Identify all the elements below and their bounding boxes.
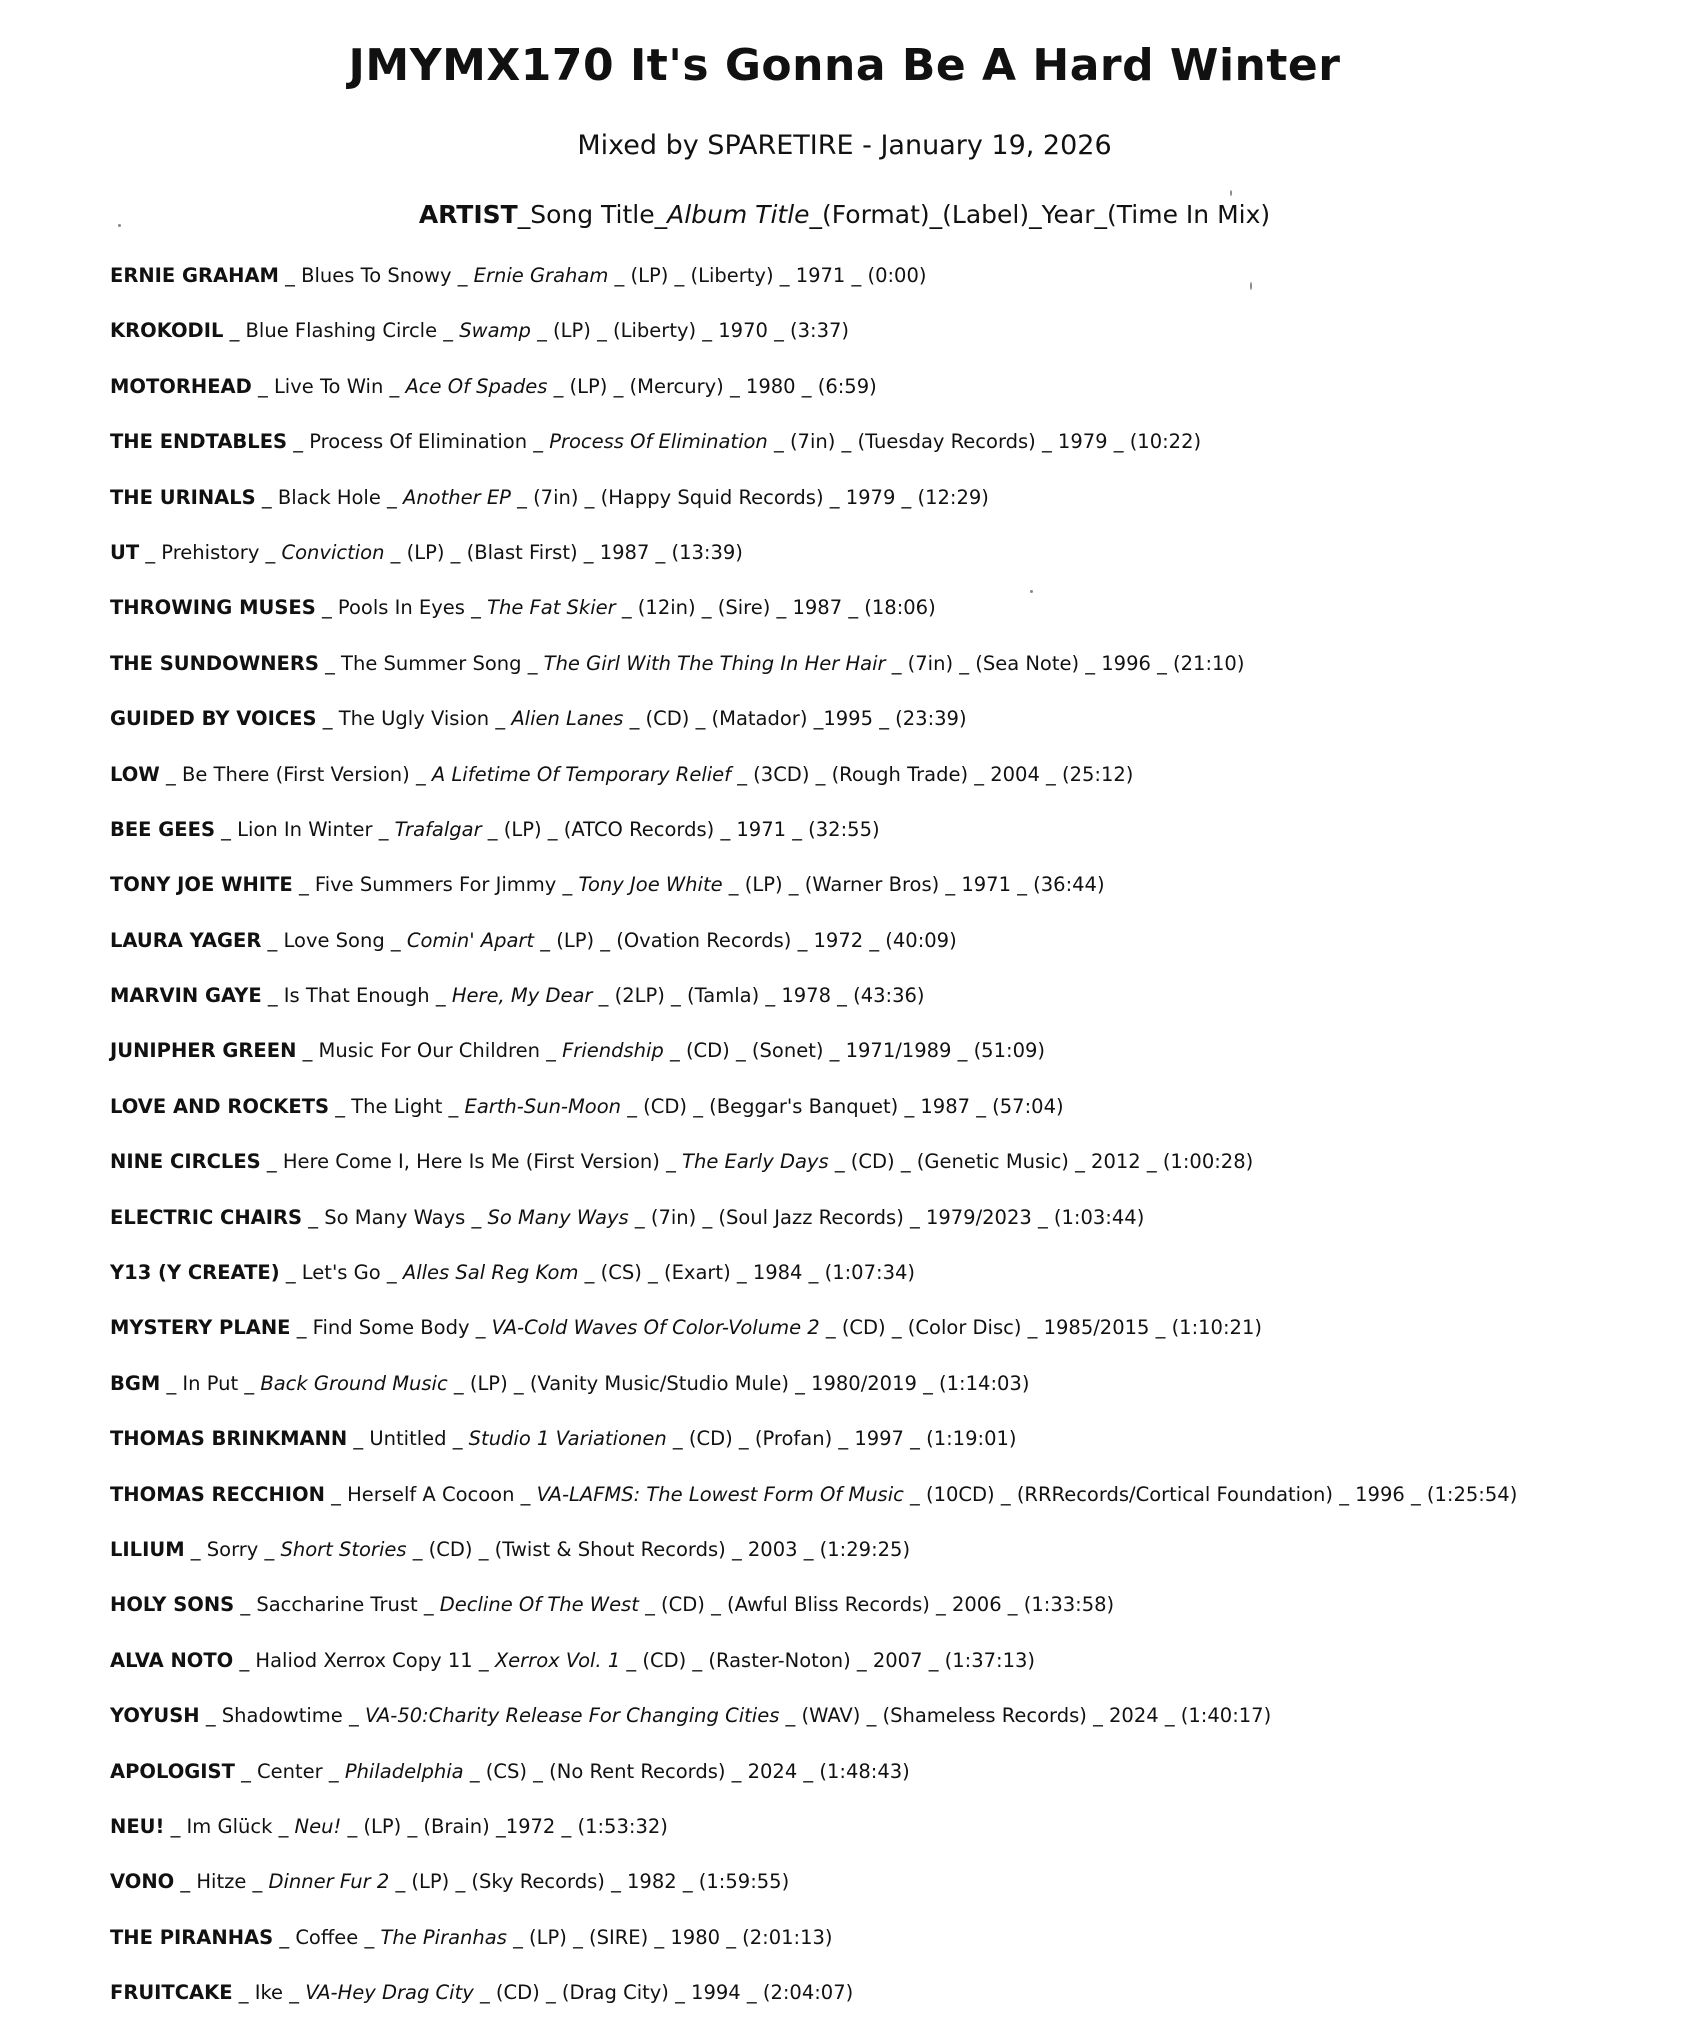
track-row: [110, 1475, 1649, 1530]
track-row: [110, 422, 1649, 477]
track-row: [110, 533, 1649, 588]
track-song: _ Hitze _: [174, 1870, 269, 1894]
track-album: Alien Lanes: [511, 707, 624, 731]
track-song: _ Love Song _: [261, 928, 407, 952]
track-album: Ernie Graham: [473, 264, 609, 287]
page-subtitle: Mixed by SPARETIRE - January 19, 2026: [577, 130, 1112, 161]
track-row: [110, 1253, 1649, 1308]
track-details: _ (CD) _ (Beggar's Banquet) _ 1987 _ (57:04): [621, 1094, 1064, 1118]
track-song: _ Lion In Winter _: [214, 817, 395, 841]
track-details: _ (10CD) _ (RRRecords/Cortical Foundation) _ 1996 _ (1:25:54): [903, 1482, 1518, 1506]
track-song: _ The Summer Song _: [318, 651, 544, 675]
track-details: _ (LP) _ (Liberty) _ 1970 _ (3:37): [530, 319, 850, 343]
track-row: [110, 256, 1649, 311]
track-row: [110, 367, 1649, 422]
track-artist: LILIUM: [110, 1537, 185, 1561]
track-row: [110, 1585, 1649, 1640]
track-artist: LAURA YAGER: [110, 928, 262, 952]
track-song: _ Center _: [234, 1759, 345, 1783]
track-album: Earth-Sun-Moon: [464, 1094, 622, 1118]
format-legend: [0, 200, 1689, 229]
track-row: [110, 1696, 1649, 1751]
track-row: [110, 755, 1649, 810]
track-artist: NINE CIRCLES: [110, 1150, 261, 1174]
track-song: _ Five Summers For Jimmy _: [292, 873, 579, 897]
track-song: _ Blue Flashing Circle _: [223, 319, 460, 343]
track-song: _ The Light _: [329, 1094, 465, 1118]
track-song: _ Music For Our Children _: [296, 1039, 563, 1063]
track-artist: KROKODIL: [110, 319, 224, 343]
track-row: [110, 976, 1649, 1031]
track-album: So Many Ways: [487, 1205, 629, 1229]
scan-speck: [1030, 590, 1033, 593]
track-album: Studio 1 Variationen: [468, 1427, 667, 1451]
track-row: [110, 865, 1649, 920]
track-row: [110, 1641, 1649, 1696]
track-song: _ Let's Go _: [279, 1261, 403, 1285]
legend-song: _Song Title_: [517, 200, 668, 229]
track-song: _ Ike _: [232, 1981, 306, 2005]
track-details: _ (CD) _ (Color Disc) _ 1985/2015 _ (1:10:21): [819, 1316, 1262, 1340]
track-row: [110, 1807, 1649, 1862]
track-artist: GUIDED BY VOICES: [110, 707, 317, 731]
track-artist: YOYUSH: [110, 1704, 200, 1728]
track-artist: FRUITCAKE: [110, 1981, 233, 2005]
track-artist: LOW: [110, 762, 160, 786]
track-artist: THROWING MUSES: [110, 596, 316, 620]
track-song: _ So Many Ways _: [302, 1205, 488, 1229]
track-row: [110, 588, 1649, 643]
legend-rest: _(Format)_(Label)_Year_(Time In Mix): [809, 200, 1271, 229]
track-artist: Y13 (Y CREATE): [110, 1261, 280, 1285]
track-details: _ (LP) _ (Mercury) _ 1980 _ (6:59): [547, 374, 877, 398]
track-album: Short Stories: [280, 1537, 407, 1561]
track-artist: NEU!: [110, 1814, 165, 1838]
track-details: _ (CD) _ (Raster-Noton) _ 2007 _ (1:37:13): [620, 1648, 1036, 1672]
track-details: _ (LP) _ (Ovation Records) _ 1972 _ (40:09): [534, 928, 957, 952]
track-song: _ Be There (First Version) _: [159, 762, 432, 786]
track-artist: THOMAS RECCHION: [110, 1482, 325, 1506]
track-artist: THE SUNDOWNERS: [110, 651, 319, 675]
track-artist: ALVA NOTO: [110, 1648, 234, 1672]
track-artist: MYSTERY PLANE: [110, 1316, 291, 1340]
track-row: [110, 644, 1649, 699]
track-album: Tony Joe White: [578, 873, 723, 897]
legend-artist: ARTIST: [418, 200, 518, 229]
track-artist: THE PIRANHAS: [110, 1925, 274, 1949]
track-details: _ (LP) _ (Blast First) _ 1987 _ (13:39): [384, 540, 743, 564]
track-album: A Lifetime Of Temporary Relief: [431, 762, 732, 786]
track-album: Friendship: [562, 1039, 664, 1063]
track-row: [110, 921, 1649, 976]
track-artist: THE URINALS: [110, 485, 256, 509]
track-song: _ Prehistory _: [139, 540, 282, 564]
track-song: _ Find Some Body _: [290, 1316, 492, 1340]
track-album: Process Of Elimination: [549, 430, 768, 454]
track-details: _ (LP) _ (ATCO Records) _ 1971 _ (32:55): [481, 817, 880, 841]
scan-speck: [1230, 190, 1232, 196]
track-artist: BGM: [110, 1371, 161, 1395]
track-album: Trafalgar: [394, 817, 482, 841]
track-details: _ (3CD) _ (Rough Trade) _ 2004 _ (25:12): [731, 762, 1134, 786]
track-row: [110, 1198, 1649, 1253]
track-artist: THOMAS BRINKMANN: [110, 1427, 348, 1451]
track-album: Alles Sal Reg Kom: [402, 1261, 579, 1285]
track-song: _ Sorry _: [184, 1537, 281, 1561]
tracklist: [110, 256, 1649, 2029]
track-details: _ (CS) _ (Exart) _ 1984 _ (1:07:34): [578, 1261, 915, 1285]
track-album: VA-LAFMS: The Lowest Form Of Music: [536, 1482, 904, 1506]
track-artist: HOLY SONS: [110, 1593, 235, 1617]
track-details: _ (CD) _ (Sonet) _ 1971/1989 _ (51:09): [663, 1039, 1045, 1063]
legend-album: Album Title: [667, 200, 810, 229]
track-album: Philadelphia: [344, 1759, 464, 1783]
track-album: Another EP: [402, 485, 511, 509]
track-album: Conviction: [281, 540, 385, 564]
track-row: [110, 478, 1649, 533]
track-song: _ Is That Enough _: [261, 984, 452, 1008]
track-details: _ (CD) _ (Genetic Music) _ 2012 _ (1:00:28): [828, 1150, 1254, 1174]
track-artist: TONY JOE WHITE: [110, 873, 293, 897]
track-details: _ (CS) _ (No Rent Records) _ 2024 _ (1:48:43): [463, 1759, 910, 1783]
track-album: Neu!: [294, 1814, 342, 1838]
track-details: _ (7in) _ (Happy Squid Records) _ 1979 _ (12:29): [510, 485, 989, 509]
track-details: _ (12in) _ (Sire) _ 1987 _ (18:06): [615, 596, 936, 620]
track-album: The Girl With The Thing In Her Hair: [543, 651, 886, 675]
track-artist: BEE GEES: [110, 817, 215, 841]
track-artist: THE ENDTABLES: [110, 430, 288, 454]
track-album: Back Ground Music: [260, 1371, 448, 1395]
track-artist: APOLOGIST: [110, 1759, 235, 1783]
track-artist: MARVIN GAYE: [110, 984, 262, 1008]
track-row: [110, 1087, 1649, 1142]
track-album: Here, My Dear: [451, 984, 593, 1008]
track-song: _ Coffee _: [273, 1925, 381, 1949]
track-artist: VONO: [110, 1870, 175, 1894]
track-details: _ (CD) _ (Twist & Shout Records) _ 2003 _ (1:29:25): [406, 1537, 911, 1561]
track-song: _ In Put _: [160, 1371, 261, 1395]
track-song: _ Live To Win _: [251, 374, 406, 398]
track-row: [110, 1364, 1649, 1419]
track-row: [110, 1419, 1649, 1474]
track-details: _ (7in) _ (Soul Jazz Records) _ 1979/2023 _ (1:03:44): [628, 1205, 1145, 1229]
track-song: _ Process Of Elimination _: [287, 430, 550, 454]
scan-speck: [1250, 282, 1252, 290]
track-album: Decline Of The West: [439, 1593, 639, 1617]
track-row: [110, 699, 1649, 754]
track-song: _ Blues To Snowy _: [278, 264, 474, 287]
track-artist: MOTORHEAD: [110, 374, 252, 398]
track-song: _ Haliod Xerrox Copy 11 _: [233, 1648, 495, 1672]
track-artist: UT: [110, 540, 140, 564]
track-album: Swamp: [459, 319, 531, 343]
track-artist: ERNIE GRAHAM: [110, 264, 279, 287]
track-details: _ (LP) _ (Warner Bros) _ 1971 _ (36:44): [722, 873, 1105, 897]
track-details: _ (2LP) _ (Tamla) _ 1978 _ (43:36): [592, 984, 925, 1008]
track-song: _ Here Come I, Here Is Me (First Version) _: [260, 1150, 683, 1174]
track-details: _ (LP) _ (Brain) _1972 _ (1:53:32): [341, 1814, 668, 1838]
track-row: [110, 1752, 1649, 1807]
track-row: [110, 1918, 1649, 1973]
track-song: _ Untitled _: [347, 1427, 469, 1451]
track-album: Dinner Fur 2: [268, 1870, 390, 1894]
track-details: _ (7in) _ (Tuesday Records) _ 1979 _ (10:22): [767, 430, 1202, 454]
track-artist: LOVE AND ROCKETS: [110, 1094, 330, 1118]
track-details: _ (WAV) _ (Shameless Records) _ 2024 _ (1:40:17): [779, 1704, 1272, 1728]
track-details: _ (LP) _ (Vanity Music/Studio Mule) _ 1980/2019 _ (1:14:03): [447, 1371, 1030, 1395]
track-details: _ (CD) _ (Matador) _1995 _ (23:39): [623, 707, 967, 731]
track-row: [110, 1530, 1649, 1585]
track-album: VA-Cold Waves Of Color-Volume 2: [491, 1316, 820, 1340]
track-row: [110, 810, 1649, 865]
track-album: Xerrox Vol. 1: [494, 1648, 621, 1672]
track-album: Comin' Apart: [406, 928, 535, 952]
track-artist: ELECTRIC CHAIRS: [110, 1205, 303, 1229]
track-album: Ace Of Spades: [405, 374, 548, 398]
track-song: _ Herself A Cocoon _: [324, 1482, 537, 1506]
track-details: _ (CD) _ (Profan) _ 1997 _ (1:19:01): [666, 1427, 1017, 1451]
track-row: [110, 1142, 1649, 1197]
track-song: _ Shadowtime _: [199, 1704, 365, 1728]
track-details: _ (LP) _ (SIRE) _ 1980 _ (2:01:13): [506, 1925, 833, 1949]
scan-speck: [118, 224, 121, 227]
track-album: VA-Hey Drag City: [305, 1981, 474, 2005]
track-details: _ (LP) _ (Liberty) _ 1971 _ (0:00): [608, 264, 927, 287]
track-row: [110, 1973, 1649, 2028]
track-row: [110, 1308, 1649, 1363]
track-details: _ (CD) _ (Drag City) _ 1994 _ (2:04:07): [473, 1981, 854, 2005]
track-row: [110, 311, 1649, 366]
track-album: The Fat Skier: [487, 596, 616, 620]
track-row: [110, 1862, 1649, 1917]
track-song: _ Black Hole _: [255, 485, 403, 509]
track-details: _ (CD) _ (Awful Bliss Records) _ 2006 _ (1:33:58): [638, 1593, 1115, 1617]
track-album: The Early Days: [682, 1150, 829, 1174]
track-artist: JUNIPHER GREEN: [110, 1039, 297, 1063]
track-details: _ (LP) _ (Sky Records) _ 1982 _ (1:59:55): [389, 1870, 790, 1894]
track-song: _ Pools In Eyes _: [315, 596, 488, 620]
track-album: The Piranhas: [380, 1925, 507, 1949]
track-song: _ The Ugly Vision _: [316, 707, 512, 731]
track-song: _ Im Glück _: [164, 1814, 295, 1838]
track-details: _ (7in) _ (Sea Note) _ 1996 _ (21:10): [885, 651, 1245, 675]
page-title: JMYMX170 It's Gonna Be A Hard Winter: [348, 40, 1341, 91]
track-row: [110, 1031, 1649, 1086]
track-album: VA-50:Charity Release For Changing Cities: [364, 1704, 780, 1728]
track-song: _ Saccharine Trust _: [234, 1593, 440, 1617]
